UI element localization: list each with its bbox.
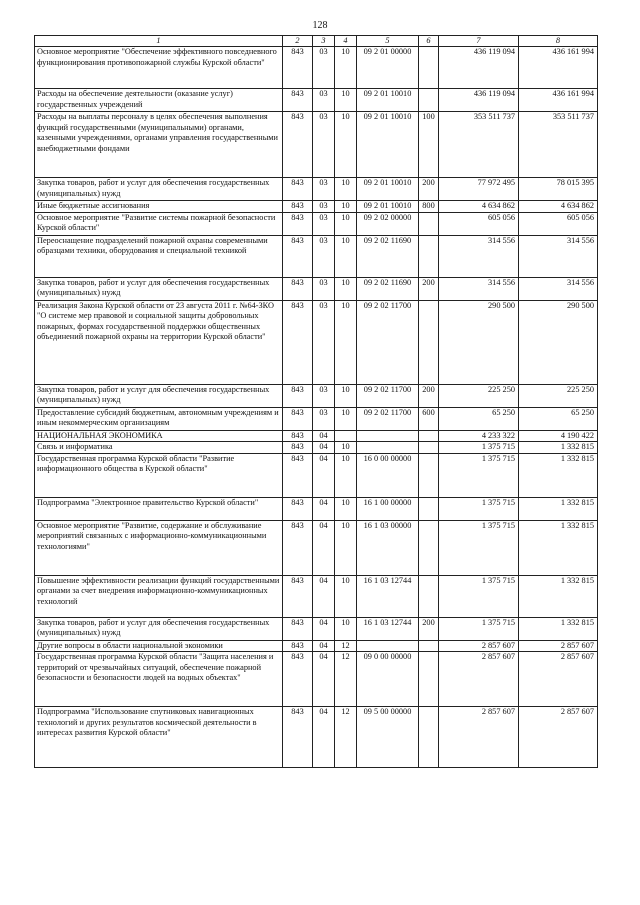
row-section: 04 — [313, 453, 335, 497]
row-code: 843 — [283, 442, 313, 454]
row-name: Другие вопросы в области национальной экономики — [35, 640, 283, 652]
row-amount-year1: 1 375 715 — [439, 520, 519, 575]
table-row — [35, 201, 598, 213]
row-name: Предоставление субсидий бюджетным, автономным учреждениям и иным некоммерческим организациям — [35, 407, 283, 430]
row-name: Государственная программа Курской области "Защита населения и территорий от чрезвычайных ситуаций, обеспечение пожарной безопасности и безопасности людей на водных объектах" — [35, 652, 283, 707]
table-row — [35, 212, 598, 235]
row-subsection: 10 — [335, 300, 357, 384]
table-row — [35, 47, 598, 89]
row-code: 843 — [283, 300, 313, 384]
row-target-code: 09 2 02 11700 — [357, 384, 419, 407]
row-amount-year2: 4 190 422 — [519, 430, 598, 442]
row-section: 03 — [313, 235, 335, 277]
row-subsection: 12 — [335, 640, 357, 652]
row-code: 843 — [283, 640, 313, 652]
row-code: 843 — [283, 212, 313, 235]
table-row — [35, 640, 598, 652]
row-amount-year2: 290 500 — [519, 300, 598, 384]
row-subsection: 10 — [335, 497, 357, 520]
row-name: Подпрограмма "Электронное правительство Курской области" — [35, 497, 283, 520]
row-target-code: 09 2 01 10010 — [357, 201, 419, 213]
row-code: 843 — [283, 407, 313, 430]
row-expense-type — [419, 707, 439, 768]
row-code: 843 — [283, 235, 313, 277]
row-amount-year1: 225 250 — [439, 384, 519, 407]
row-subsection: 10 — [335, 520, 357, 575]
table-row — [35, 277, 598, 300]
row-target-code: 09 2 01 00000 — [357, 47, 419, 89]
row-subsection: 10 — [335, 442, 357, 454]
row-name: Иные бюджетные ассигнования — [35, 201, 283, 213]
row-amount-year1: 1 375 715 — [439, 442, 519, 454]
row-expense-type — [419, 520, 439, 575]
column-header-4: 4 — [335, 36, 357, 47]
row-expense-type: 200 — [419, 277, 439, 300]
row-name: Государственная программа Курской области "Развитие информационного общества в Курской области" — [35, 453, 283, 497]
row-expense-type — [419, 575, 439, 617]
row-section: 03 — [313, 178, 335, 201]
row-amount-year1: 436 119 094 — [439, 47, 519, 89]
row-subsection: 10 — [335, 407, 357, 430]
row-expense-type — [419, 497, 439, 520]
row-amount-year2: 1 332 815 — [519, 442, 598, 454]
row-amount-year2: 314 556 — [519, 235, 598, 277]
row-expense-type — [419, 235, 439, 277]
table-row — [35, 430, 598, 442]
row-amount-year1: 353 511 737 — [439, 112, 519, 178]
row-section: 03 — [313, 112, 335, 178]
row-section: 04 — [313, 617, 335, 640]
row-subsection: 10 — [335, 178, 357, 201]
row-code: 843 — [283, 89, 313, 112]
row-section: 03 — [313, 407, 335, 430]
row-expense-type — [419, 47, 439, 89]
row-amount-year2: 225 250 — [519, 384, 598, 407]
row-subsection: 10 — [335, 453, 357, 497]
row-code: 843 — [283, 520, 313, 575]
row-code: 843 — [283, 575, 313, 617]
column-header-7: 7 — [439, 36, 519, 47]
row-section: 04 — [313, 652, 335, 707]
column-header-3: 3 — [313, 36, 335, 47]
row-amount-year1: 4 233 322 — [439, 430, 519, 442]
row-amount-year2: 1 332 815 — [519, 617, 598, 640]
column-header-1: 1 — [35, 36, 283, 47]
row-code: 843 — [283, 453, 313, 497]
row-subsection: 10 — [335, 47, 357, 89]
row-amount-year1: 4 634 862 — [439, 201, 519, 213]
row-code: 843 — [283, 178, 313, 201]
table-row — [35, 575, 598, 617]
row-target-code: 09 2 01 10010 — [357, 178, 419, 201]
row-target-code: 09 2 02 11690 — [357, 235, 419, 277]
row-expense-type — [419, 442, 439, 454]
row-expense-type — [419, 430, 439, 442]
row-name: Расходы на выплаты персоналу в целях обеспечения выполнения функций государственными (муниципальными) органами, казенными учреждениями, органами управления государственными внебюджетными фондами — [35, 112, 283, 178]
row-target-code — [357, 442, 419, 454]
row-section: 04 — [313, 640, 335, 652]
column-header-5: 5 — [357, 36, 419, 47]
table-row — [35, 300, 598, 384]
row-code: 843 — [283, 652, 313, 707]
row-subsection: 10 — [335, 212, 357, 235]
row-target-code: 09 2 02 11700 — [357, 407, 419, 430]
row-code: 843 — [283, 47, 313, 89]
column-header-2: 2 — [283, 36, 313, 47]
row-amount-year1: 77 972 495 — [439, 178, 519, 201]
table-row — [35, 520, 598, 575]
row-target-code: 09 2 01 10010 — [357, 112, 419, 178]
row-target-code: 09 2 02 00000 — [357, 212, 419, 235]
row-amount-year2: 436 161 994 — [519, 89, 598, 112]
row-target-code: 16 1 03 12744 — [357, 575, 419, 617]
row-section: 03 — [313, 47, 335, 89]
column-header-8: 8 — [519, 36, 598, 47]
row-target-code: 16 1 03 00000 — [357, 520, 419, 575]
row-amount-year1: 2 857 607 — [439, 652, 519, 707]
row-code: 843 — [283, 384, 313, 407]
row-name: Закупка товаров, работ и услуг для обеспечения государственных (муниципальных) нужд — [35, 384, 283, 407]
row-section: 03 — [313, 277, 335, 300]
row-expense-type: 100 — [419, 112, 439, 178]
row-name: Закупка товаров, работ и услуг для обеспечения государственных (муниципальных) нужд — [35, 617, 283, 640]
row-subsection: 12 — [335, 652, 357, 707]
row-subsection: 10 — [335, 112, 357, 178]
row-name: Закупка товаров, работ и услуг для обеспечения государственных (муниципальных) нужд — [35, 277, 283, 300]
row-amount-year2: 2 857 607 — [519, 652, 598, 707]
row-amount-year1: 605 056 — [439, 212, 519, 235]
row-section: 04 — [313, 575, 335, 617]
row-amount-year2: 353 511 737 — [519, 112, 598, 178]
row-section: 04 — [313, 520, 335, 575]
table-row — [35, 112, 598, 178]
row-target-code — [357, 430, 419, 442]
row-target-code: 16 0 00 00000 — [357, 453, 419, 497]
row-amount-year1: 290 500 — [439, 300, 519, 384]
page-number: 128 — [312, 20, 328, 31]
row-name: Реализация Закона Курской области от 23 августа 2011 г. №64-ЗКО "О системе мер правовой и социальной защиты добровольных пожарных, формах государственной поддержки общественных объединений пожарной охраны на территории Курской области" — [35, 300, 283, 384]
table-row — [35, 89, 598, 112]
row-subsection: 10 — [335, 384, 357, 407]
row-amount-year2: 1 332 815 — [519, 575, 598, 617]
row-target-code: 09 2 02 11690 — [357, 277, 419, 300]
row-target-code: 09 2 02 11700 — [357, 300, 419, 384]
row-expense-type: 200 — [419, 384, 439, 407]
row-name: Подпрограмма "Использование спутниковых навигационных технологий и других результатов космической деятельности в интересах развития Курской области" — [35, 707, 283, 768]
row-code: 843 — [283, 617, 313, 640]
row-amount-year1: 1 375 715 — [439, 575, 519, 617]
row-amount-year2: 4 634 862 — [519, 201, 598, 213]
row-target-code: 09 2 01 10010 — [357, 89, 419, 112]
row-amount-year1: 1 375 715 — [439, 497, 519, 520]
row-code: 843 — [283, 430, 313, 442]
row-amount-year2: 436 161 994 — [519, 47, 598, 89]
row-target-code: 16 1 00 00000 — [357, 497, 419, 520]
row-amount-year2: 1 332 815 — [519, 497, 598, 520]
row-target-code — [357, 640, 419, 652]
row-code: 843 — [283, 201, 313, 213]
row-amount-year1: 1 375 715 — [439, 617, 519, 640]
row-amount-year1: 1 375 715 — [439, 453, 519, 497]
row-section: 03 — [313, 212, 335, 235]
row-amount-year2: 78 015 395 — [519, 178, 598, 201]
row-subsection: 10 — [335, 575, 357, 617]
row-amount-year1: 2 857 607 — [439, 640, 519, 652]
row-section: 04 — [313, 430, 335, 442]
row-subsection: 10 — [335, 617, 357, 640]
table-row — [35, 235, 598, 277]
row-amount-year2: 1 332 815 — [519, 453, 598, 497]
row-amount-year2: 1 332 815 — [519, 520, 598, 575]
row-expense-type — [419, 89, 439, 112]
row-section: 04 — [313, 497, 335, 520]
row-code: 843 — [283, 112, 313, 178]
row-name: Связь и информатика — [35, 442, 283, 454]
table-row — [35, 453, 598, 497]
row-name: Основное мероприятие "Обеспечение эффективного повседневного функционирования противопожарной службы Курской области" — [35, 47, 283, 89]
row-section: 03 — [313, 384, 335, 407]
row-amount-year2: 2 857 607 — [519, 707, 598, 768]
row-name: НАЦИОНАЛЬНАЯ ЭКОНОМИКА — [35, 430, 283, 442]
row-name: Переоснащение подразделений пожарной охраны современными образцами техники, оборудования и специальной техникой — [35, 235, 283, 277]
row-code: 843 — [283, 497, 313, 520]
row-amount-year2: 2 857 607 — [519, 640, 598, 652]
table-row — [35, 442, 598, 454]
column-header-6: 6 — [419, 36, 439, 47]
row-code: 843 — [283, 707, 313, 768]
row-amount-year2: 605 056 — [519, 212, 598, 235]
row-target-code: 16 1 03 12744 — [357, 617, 419, 640]
row-subsection — [335, 430, 357, 442]
table-row — [35, 617, 598, 640]
row-expense-type: 800 — [419, 201, 439, 213]
row-subsection: 10 — [335, 277, 357, 300]
row-name: Расходы на обеспечение деятельности (оказание услуг) государственных учреждений — [35, 89, 283, 112]
row-expense-type — [419, 300, 439, 384]
row-subsection: 12 — [335, 707, 357, 768]
row-expense-type: 600 — [419, 407, 439, 430]
row-expense-type: 200 — [419, 178, 439, 201]
row-amount-year1: 314 556 — [439, 235, 519, 277]
table-row — [35, 707, 598, 768]
row-expense-type — [419, 652, 439, 707]
row-target-code: 09 5 00 00000 — [357, 707, 419, 768]
row-expense-type — [419, 640, 439, 652]
table-row — [35, 178, 598, 201]
table-header-row — [35, 36, 598, 47]
table-row — [35, 407, 598, 430]
row-name: Повышение эффективности реализации функций государственными органами за счет внедрения информационно-коммуникационных технологий — [35, 575, 283, 617]
row-amount-year2: 65 250 — [519, 407, 598, 430]
row-section: 03 — [313, 300, 335, 384]
table-row — [35, 384, 598, 407]
table-row — [35, 497, 598, 520]
row-expense-type: 200 — [419, 617, 439, 640]
row-name: Закупка товаров, работ и услуг для обеспечения государственных (муниципальных) нужд — [35, 178, 283, 201]
table-row — [35, 652, 598, 707]
row-expense-type — [419, 453, 439, 497]
row-section: 03 — [313, 201, 335, 213]
row-subsection: 10 — [335, 89, 357, 112]
budget-table — [34, 35, 598, 768]
row-amount-year1: 314 556 — [439, 277, 519, 300]
row-name: Основное мероприятие "Развитие системы пожарной безопасности Курской области" — [35, 212, 283, 235]
row-amount-year1: 65 250 — [439, 407, 519, 430]
row-section: 04 — [313, 442, 335, 454]
row-target-code: 09 0 00 00000 — [357, 652, 419, 707]
row-name: Основное мероприятие "Развитие, содержание и обслуживание мероприятий связанных с информационно-коммуникационными технологиями" — [35, 520, 283, 575]
row-amount-year1: 2 857 607 — [439, 707, 519, 768]
row-subsection: 10 — [335, 201, 357, 213]
row-subsection: 10 — [335, 235, 357, 277]
row-code: 843 — [283, 277, 313, 300]
row-expense-type — [419, 212, 439, 235]
row-amount-year2: 314 556 — [519, 277, 598, 300]
row-section: 03 — [313, 89, 335, 112]
row-amount-year1: 436 119 094 — [439, 89, 519, 112]
row-section: 04 — [313, 707, 335, 768]
